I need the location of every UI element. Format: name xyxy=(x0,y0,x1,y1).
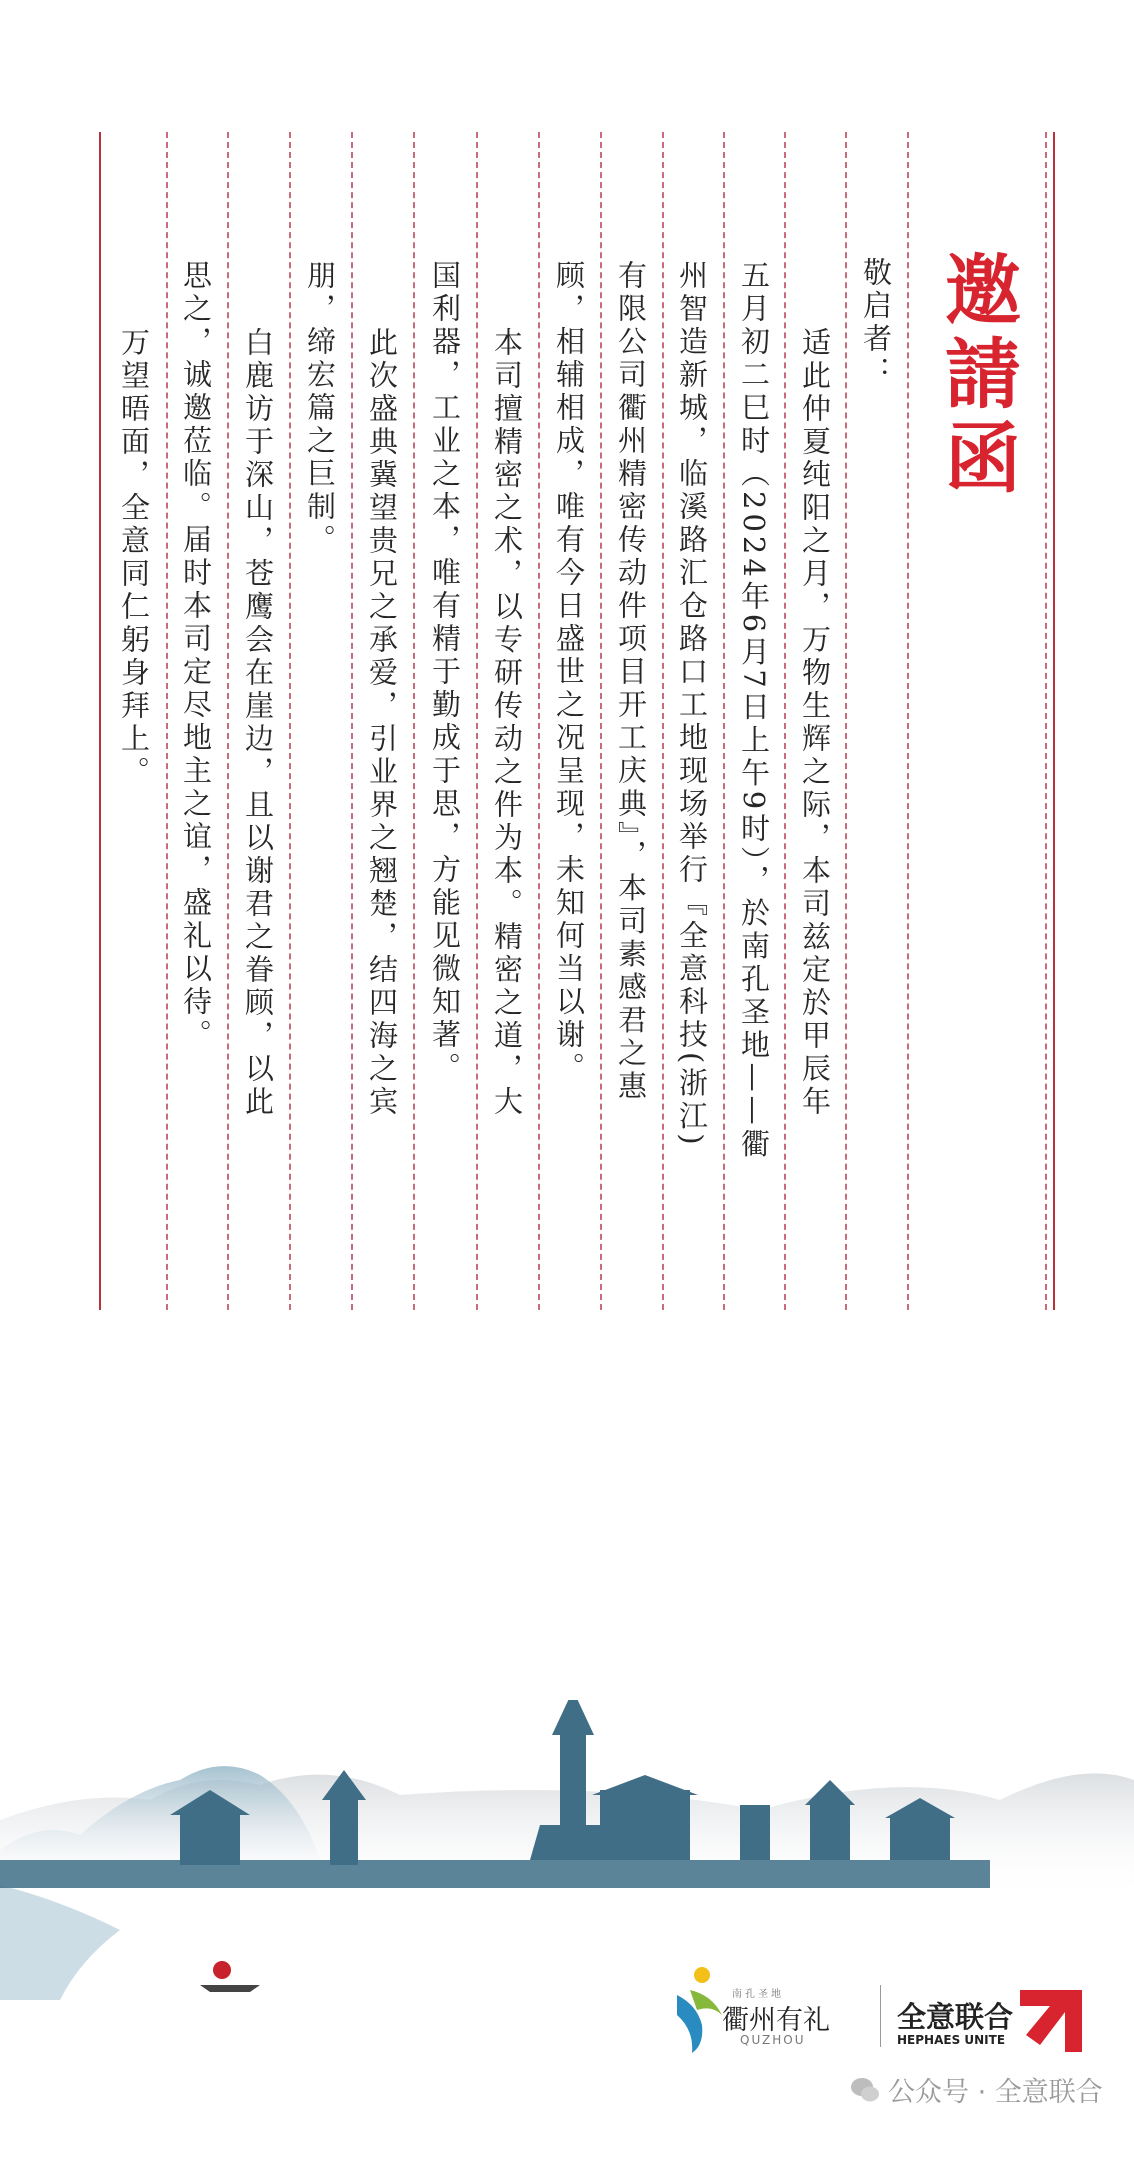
column-divider xyxy=(166,132,168,1310)
watermark-text: 公众号 · 全意联合 xyxy=(888,2077,1103,2108)
letter-column: 顾，相辅相成，唯有今日盛世之况呈现，未知何当以谢。 xyxy=(552,260,586,1085)
letter-column: 万望晤面，全意同仁躬身拜上。 xyxy=(117,327,151,789)
city-skyline-illustration xyxy=(0,1700,1134,2020)
wechat-watermark xyxy=(850,2070,1103,2109)
column-divider xyxy=(784,132,786,1310)
company-name: 全意联合 xyxy=(897,2000,1014,2034)
border-line-left xyxy=(99,132,101,1310)
logo-divider xyxy=(880,1985,881,2047)
column-divider xyxy=(413,132,415,1310)
column-divider xyxy=(227,132,229,1310)
company-name-en: HEPHAES UNITE xyxy=(897,2033,1006,2047)
boat-icon xyxy=(200,1961,260,1992)
border-line-right xyxy=(1053,132,1055,1310)
column-divider xyxy=(662,132,664,1310)
column-divider xyxy=(289,132,291,1310)
column-divider xyxy=(723,132,725,1310)
letter-column: 本司擅精密之术，以专研传动之件为本。精密之道，大 xyxy=(490,327,524,1119)
quzhou-logo-icon xyxy=(672,1965,724,2055)
column-divider xyxy=(1045,132,1047,1310)
letter-column: 朋，缔宏篇之巨制。 xyxy=(303,260,337,557)
letter-title: 邀請函 xyxy=(932,250,1022,502)
letter-column: 国利器，工业之本，唯有精于勤成于思，方能见微知著。 xyxy=(428,260,462,1085)
salutation: 敬启者： xyxy=(859,257,893,389)
column-divider xyxy=(600,132,602,1310)
quzhou-brand-en: QUZHOU xyxy=(740,2033,806,2047)
quzhou-brand-name: 衢州有礼 xyxy=(722,2005,830,2036)
letter-column: 思之，诚邀莅临。届时本司定尽地主之谊，盛礼以待。 xyxy=(179,260,213,1052)
column-divider xyxy=(351,132,353,1310)
letter-column: 白鹿访于深山，苍鹰会在崖边，且以谢君之眷顾，以此 xyxy=(241,327,275,1119)
column-divider xyxy=(538,132,540,1310)
company-logo-icon xyxy=(1020,1990,1082,2052)
wechat-icon xyxy=(850,2076,880,2104)
quzhou-tagline: 南孔圣地 xyxy=(732,1989,784,2000)
letter-column: 州智造新城，临溪路汇仓路口工地现场举行『全意科技(浙江) xyxy=(675,260,709,1149)
letter-column: 五月初二巳时（2024年6月7日上午9时），於南孔圣地——衢 xyxy=(737,260,771,1162)
letter-column: 适此仲夏纯阳之月，万物生辉之际，本司兹定於甲辰年 xyxy=(798,327,832,1119)
column-divider xyxy=(907,132,909,1310)
column-divider xyxy=(476,132,478,1310)
column-divider xyxy=(845,132,847,1310)
letter-column: 有限公司衢州精密传动件项目开工庆典』，本司素感君之惠 xyxy=(614,260,648,1104)
letter-column: 此次盛典冀望贵兄之承爱，引业界之翘楚，结四海之宾 xyxy=(365,327,399,1119)
